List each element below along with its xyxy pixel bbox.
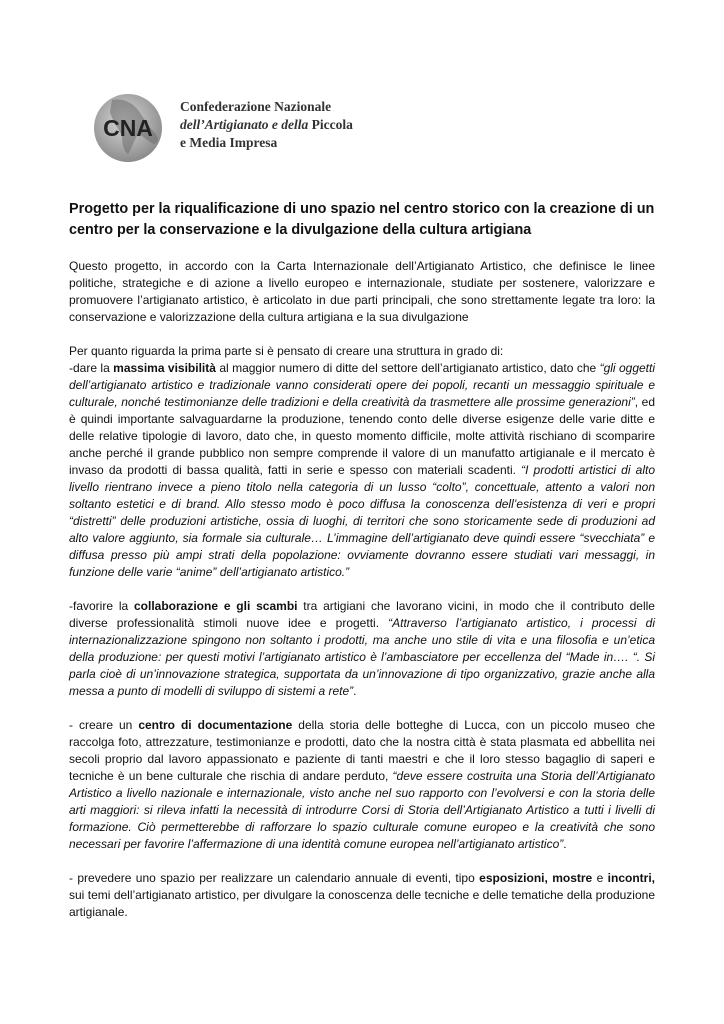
item2-quote: “Attraverso l’artigianato artistico, i processi di internazionalizzazione spingono non soltanto i prodotti, ma anche uno stile di vita e una filosofia e un’etica della produzione: per questi motivi l’artigianato artistico è l’ambasciatore per eccellenza del “Made in…. “. Si parla cioè di un’innovazione strategica, supportata da un’innovazione di tipo organizzativo, grazie anche alla messa a punto di modelli di sviluppo di sistemi a rete” — [69, 616, 655, 698]
first-part-lead: Per quanto riguarda la prima parte si è pensato di creare una struttura in grado di: — [69, 344, 504, 358]
item1-mid1: al maggior numero di ditte del settore dell’artigianato artistico, dato che — [215, 361, 600, 375]
item-collaboration — [69, 598, 655, 700]
item1-quote1: “gli oggetti dell’artigianato artistico e tradizionale vanno considerati opere dei popoli, recanti un messaggio spirituale e culturale, nonché testimonianze delle tradizioni e della creatività da trasmettere alle prossime generazioni” — [69, 361, 656, 409]
document-title: Progetto per la riqualificazione di uno spazio nel centro storico con la creazione di un centro per la conservazione e la divulgazione della cultura artigiana — [69, 201, 655, 238]
item3-mid: della storia delle botteghe di Lucca, con un piccolo museo che raccolga foto, attrezzature, testimonianze e prodotti, dato che la nostra città è stata plasmata ed abbellita nei secoli proprio dal lavoro appassionato e paziente di tanti maestri e che il loro stesso bagaglio di saperi e tecniche è un bene culturale che rischia di andare perduto, — [69, 718, 655, 783]
org-line-2 — [180, 116, 353, 134]
item-documentation — [69, 717, 655, 853]
item1-mid2: , ed è quindi importante salvaguardarne la produzione, tenendo conto delle diverse esigenze delle varie ditte e delle relative tipologie di lavoro, dato che, in questo momento difficile, molte attività rischiano di scomparire anche perché il grande pubblico non sempre comprende il valore di un manufatto artigianale e il mercato è invaso da prodotti di bassa qualità, fatti in serie e spesso con materiali scadenti. — [69, 395, 655, 477]
org-line-3: e Media Impresa — [180, 135, 278, 150]
item-events — [69, 870, 655, 921]
org-line-2-a: dell’Artigianato — [180, 117, 272, 132]
item1-bold: massima visibilità — [113, 361, 216, 375]
item2-pre: -favorire la — [69, 599, 134, 613]
org-line-1: Confederazione Nazionale — [180, 99, 332, 114]
organization-name — [180, 98, 353, 152]
item4-bold2: incontri, — [607, 871, 655, 885]
item4-end: sui temi dell’artigianato artistico, per divulgare la conoscenza delle tecniche e delle tematiche della produzione artigianale. — [69, 888, 655, 919]
item2-end: . — [353, 684, 357, 698]
item3-end: . — [563, 837, 567, 851]
item3-bold: centro di documentazione — [138, 718, 293, 732]
logo-text: CNA — [103, 115, 153, 141]
item3-pre: - creare un — [69, 718, 139, 732]
item4-mid: e — [592, 871, 608, 885]
item4-bold1: esposizioni, mostre — [479, 871, 593, 885]
letterhead — [88, 92, 388, 172]
item4-pre: - prevedere uno spazio per realizzare un calendario annuale di eventi, tipo — [69, 871, 480, 885]
org-line-2-c: Piccola — [308, 117, 353, 132]
item2-bold: collaborazione e gli scambi — [133, 599, 298, 613]
item-visibility — [69, 360, 655, 581]
document-body — [69, 199, 655, 938]
item1-pre: -dare la — [69, 361, 114, 375]
org-line-2-b: e della — [271, 117, 309, 132]
item3-quote: “deve essere costruita una Storia dell’Artigianato Artistico a livello nazionale e internazionale, visto anche nel suo rapporto con l’evolversi e con la storia delle arti maggiori: si rileva infatti la necessità di introdurre Corsi di Storia dell’Artigianato Artistico a tutti i livelli di formazione. Ciò permetterebbe di rafforzare lo spazio culturale comune europeo e la creatività che sono necessari per favorire l’affermazione di una identità comune europea nell’artigianato artistico” — [69, 769, 656, 851]
item1-quote2: “I prodotti artistici di alto livello rientrano invece a pieno titolo nella categoria di un lusso “colto”, concettuale, attento a valori non soltanto estetici e di brand. Allo stesso modo è poco diffusa la conoscenza dell’esistenza di veri e propri “distretti” delle produzioni artistiche, ossia di luoghi, di territori che sono storicamente sede di produzioni ad alto valore aggiunto, sia formale sia culturale… L’immagine dell’artigianato deve quindi essere “svecchiata” e diffusa presso più ampi strati della popolazione: ovviamente dovranno essere studiati vari messaggi, in funzione delle varie “anime” dell’artigianato artistico.” — [69, 463, 656, 579]
cna-logo — [88, 92, 174, 164]
intro-paragraph: Questo progetto, in accordo con la Carta Internazionale dell’Artigianato Artistico, che definisce le linee politiche, strategiche e di azione a livello europeo e internazionale, studiate per sostenere, valorizzare e promuovere l’artigianato artistico, è articolato in due parti principali, che sono strettamente legate tra loro: la conservazione e valorizzazione della cultura artigiana e la sua divulgazione — [69, 259, 655, 324]
item2-mid: tra artigiani che lavorano vicini, in modo che il contributo delle diverse professionalità stimoli nuove idee e progetti. — [69, 599, 655, 630]
